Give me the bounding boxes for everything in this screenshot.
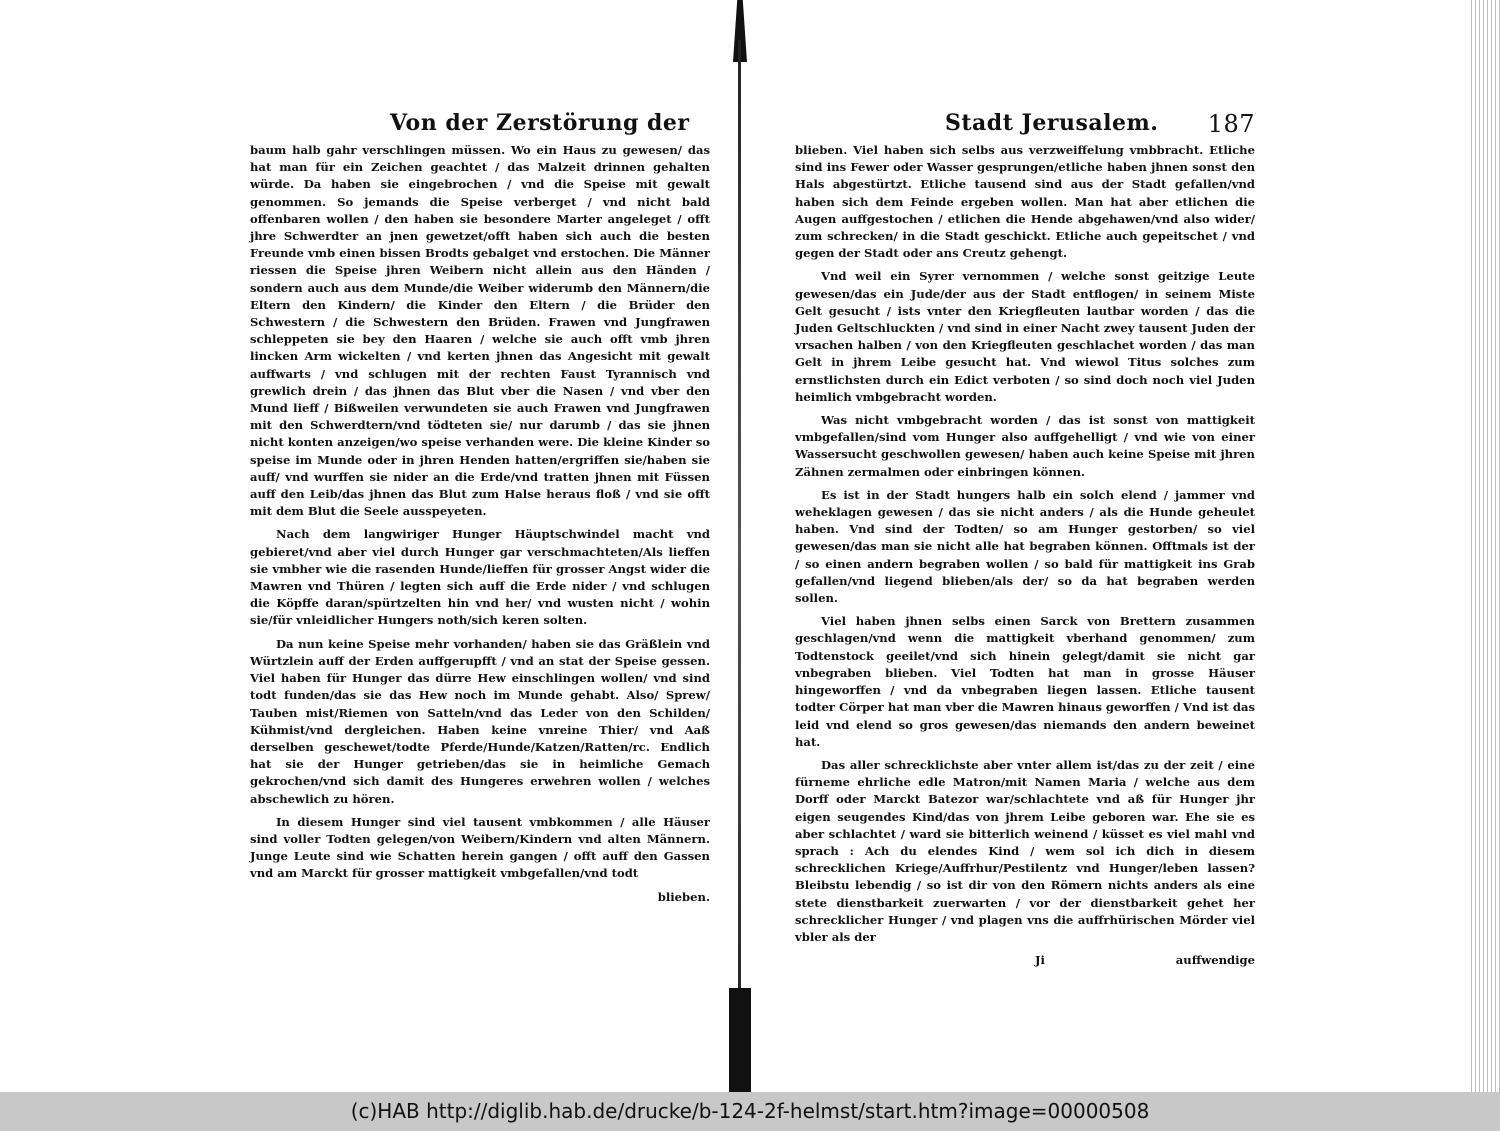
left-running-head: Von der Zerstörung der bbox=[390, 110, 690, 136]
page-number: 187 bbox=[1207, 110, 1255, 138]
book-gutter bbox=[738, 40, 741, 1050]
right-page bbox=[795, 110, 1255, 970]
left-catchword: blieben. bbox=[657, 889, 710, 904]
paragraph: Es ist in der Stadt hungers halb ein solch elend / jammer vnd weheklagen gewesen / das sie nicht anders / als die Hunde geheulet haben. Vnd sind der Todten/ so am Hunger gestorben/ so viel gewesen/das man sie nicht alle hat begraben können. Offtmals ist der / so einen andern begraben wollen / so bald für mattigkeit ins Grab gefallen/vnd liegend blieben/als der/ so da hat begraben werden sollen. bbox=[795, 487, 1255, 606]
right-foot-line bbox=[795, 952, 1255, 970]
paragraph: Da nun keine Speise mehr vorhanden/ haben sie das Gräßlein vnd Würtzlein auff der Erden auffgerupfft / vnd an stat der Speise gessen. Viel haben für Hunger das dürre Hew einschlingen wollen/ vnd sind todt funden/das sie das Hew noch im Munde gehabt. Also/ Sprew/ Tauben mist/Riemen von Satteln/vnd das Leder von den Schilden/ Kühmist/vnd dergleichen. Haben keine vnreine Thier/ vnd Aaß derselben geschewet/todte Pferde/Hunde/Katzen/Ratten/rc. Endlich hat sie der Hunger getrieben/das sie in heimliche Gemach gekrochen/vnd sich damit des Hungeres erwehren wollen / welches abschewlich zu hören. bbox=[250, 636, 710, 806]
paragraph: blieben. Viel haben sich selbs aus verzweiffelung vmbbracht. Etliche sind ins Fewer oder Wasser gesprungen/etliche haben jhnen sonst den Hals abgestürtzt. Etliche tausend sind aus der Stadt gefallen/vnd haben sich dem Feinde ergeben wollen. Man hat aber etlichen die Augen auffgestochen / etlichen die Hende abgehawen/vnd also wider/ zum schrecken/ in die Stadt geschickt. Etliche auch gepeitschet / vnd gegen der Stadt oder ans Creutz gehengt. bbox=[795, 143, 1255, 261]
left-body-text bbox=[250, 142, 710, 883]
paragraph: baum halb gahr verschlingen müssen. Wo ein Haus zu gewesen/ das hat man für ein Zeichen geachtet / das Malzeit drinnen gehalten würde. Da haben sie eingebrochen / vnd die Speise mit gewalt genommen. So jemands die Speise verberget / vnd nicht bald offenbaren wollen / den haben sie besondere Marter angeleget / offt jhre Schwerdter an jnen gewetzet/offt haben sich auch die besten Freunde vmb einen bissen Brodts gebalget vnd erstochen. Die Männer riessen die Speise jhren Weibern nicht allein aus den Händen / sondern auch aus dem Munde/die Weiber widerumb den Männern/die Eltern den Kindern/ die Kinder den Eltern / die Brüder den Schwestern / die Schwestern den Brüden. Frawen vnd Jungfrawen schleppeten sie bey den Haaren / welche sie auch offt vmb jhren lincken Arm wickelten / vnd kerten jhnen das Angesicht mit gewalt auffwarts / vnd schlugen mit der rechten Faust Tyrannisch vnd grewlich drein / das jhnen das Blut vber die Nasen / vnd vber den Mund lieff / Bißweilen verwundeten sie auch Frawen vnd Jungfrawen mit den Schwerdtern/vnd tödteten sie/ nur darumb / das sie jhnen nicht konten anzeigen/wo speise verhanden were. Die kleine Kinder so speise im Munde oder in jhren Henden hatten/ergriffen sie/haben sie auff/ vnd wurffen sie nider an die Erde/vnd tratten jhnen mit Füssen auff den Leib/das jhnen das Blut zum Halse heraus floß / vnd sie offt mit dem Blut die Seele ausspeyeten. bbox=[250, 143, 710, 519]
gutter-clip-bottom bbox=[729, 988, 751, 1092]
paragraph: Viel haben jhnen selbs einen Sarck von Brettern zusammen geschlagen/vnd wenn die mattigkeit vberhand genommen/ zum Todtenstock geeilet/vnd sich hinein gelegt/damit sie nicht gar vnbegraben blieben. Viel Todten hat man in grosse Häuser hingeworffen / vnd da vnbegraben liegen lassen. Etliche tausent todter Cörper hat man vber die Mawren hinaus geworffen / Vnd ist das leid vnd elend so gros gewesen/das niemands den andern beweinet hat. bbox=[795, 614, 1255, 749]
paragraph: In diesem Hunger sind viel tausent vmbkommen / alle Häuser sind voller Todten gelegen/von Weibern/Kindern vnd alten Männern. Junge Leute sind wie Schatten herein gangen / offt auff den Gassen vnd am Marckt für grosser mattigkeit vmbgefallen/vnd todt bbox=[250, 814, 710, 881]
copyright-footer: (c)HAB http://diglib.hab.de/drucke/b-124-2f-helmst/start.htm?image=00000508 bbox=[0, 1092, 1500, 1131]
paragraph: Nach dem langwiriger Hunger Häuptschwindel macht vnd gebieret/vnd aber viel durch Hunger gar verschmachteten/Als lieffen sie vmbher wie die rasenden Hunde/lieffen für grosser Angst wider die Mawren vnd Thüren / legten sich auff die Erde nider / vnd schlugen die Köpffe daran/spürtzelten hin vnd her/ vnd wusten nicht / wohin sie/für vnleidlicher Hungers noth/sich keren solten. bbox=[250, 527, 710, 628]
paragraph: Was nicht vmbgebracht worden / das ist sonst von mattigkeit vmbgefallen/sind vom Hunger also auffgehelligt / vnd wie von einer Wassersucht geschwollen gewesen/ haben auch keine Speise mit jhren Zähnen zermalmen oder einbringen können. bbox=[795, 413, 1255, 479]
paragraph: Vnd weil ein Syrer vernommen / welche sonst geitzige Leute gewesen/das ein Jude/der aus der Stadt entflogen/ in seinem Miste Gelt gesucht / ists vnter den Kriegfleuten lautbar worden / das die Juden Geltschluckten / vnd sind in einer Nacht zwey tausent Juden der vrsachen halben / von den Kriegfleuten geschlachet worden / das man Gelt in jhrem Leibe gesucht hat. Vnd wiewol Titus solches zum ernstlichsten durch ein Edict verboten / so sind doch noch viel Juden heimlich vmbgebracht worden. bbox=[795, 269, 1255, 404]
right-running-head: Stadt Jerusalem. 187 bbox=[945, 110, 1255, 138]
left-page bbox=[250, 110, 710, 906]
right-body-text bbox=[795, 142, 1255, 946]
page-edge bbox=[1468, 0, 1500, 1092]
signature-mark: Ji bbox=[1035, 953, 1045, 968]
paragraph: Das aller schrecklichste aber vnter allem ist/das zu der zeit / eine fürneme ehrliche edle Matron/mit Namen Maria / welche aus dem Dorff oder Marckt Batezor war/schlachtete vnd aß für Hunger jhr eigen seugendes Kind/das von jhrem Leibe geboren war. Ehe sie es aber schlachtet / ward sie bitterlich weinend / küsset es viel mahl vnd sprach : Ach du elendes Kind / wem sol ich dich in diesem schrecklichen Kriege/Auffrhur/Pestilentz vnd Hunger/leben lassen? Bleibstu lebendig / so ist dir von den Römern nichts anders als eine stete dienstbarkeit zuerwarten / vor der dienstbarkeit gehet her schrecklicher Hunger / vnd plagen vns die auffrhürischen Mörder viel vbler als der bbox=[795, 757, 1255, 944]
right-catchword: auffwendige bbox=[1175, 953, 1255, 968]
